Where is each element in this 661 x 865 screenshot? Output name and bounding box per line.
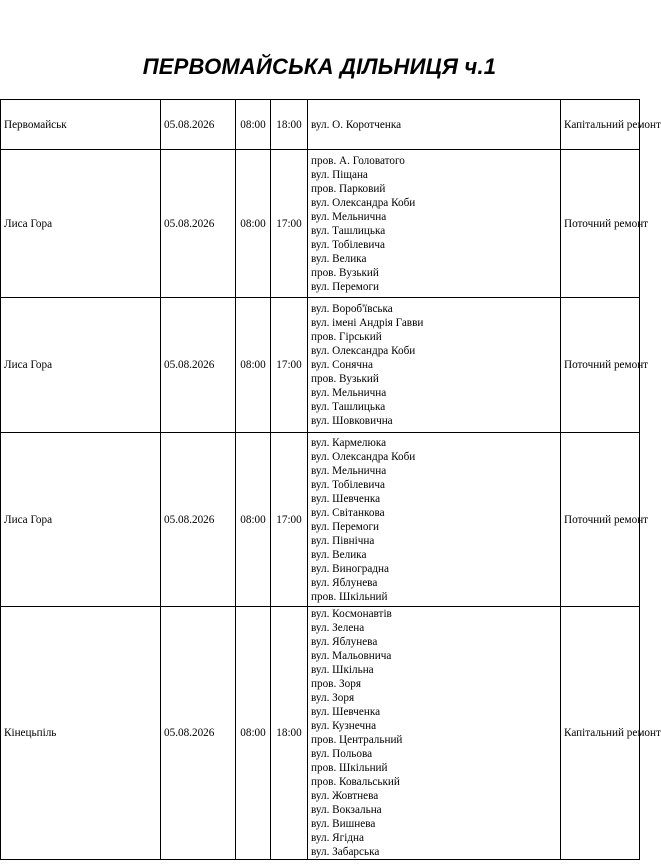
street-name: вул. Мельнична [311,387,387,399]
street-name: вул. Перемоги [311,520,380,533]
table-row [1,100,640,150]
street-name: вул. Олександра Коби [311,450,416,463]
street-name: вул. Олександра Коби [311,345,416,357]
street-name: пров. Вузький [311,266,379,279]
street-name: вул. Вороб'ївська [311,303,393,315]
table-row [1,607,640,860]
street-name: вул. Сонячна [311,359,373,371]
settlement-cell: Лиса Гора [1,298,161,433]
time-start-cell: 08:00 [236,607,271,860]
street-name: вул. Кармелюка [311,436,387,449]
work-type-cell: Поточний ремонт [561,433,640,607]
time-end-cell: 17:00 [271,433,308,607]
street-name: вул. Північна [311,534,375,547]
work-type-cell: Поточний ремонт [561,150,640,298]
settlement-cell: Кінецьпіль [1,607,161,860]
page-title: ПЕРВОМАЙСЬКА ДІЛЬНИЦЯ ч.1 [142,54,497,79]
street-name: вул. Тобілевича [311,478,385,491]
street-name: вул. Польова [311,748,373,760]
street-name: вул. Мальовнича [311,650,392,662]
street-name: вул. Піщана [311,168,368,181]
street-name: пров. Вузький [311,373,379,385]
date-cell: 05.08.2026 [161,100,236,150]
street-name: вул. Мельнична [311,210,387,223]
street-name: вул. Шовковична [311,415,393,427]
street-name: вул. Олександра Коби [311,196,416,209]
street-name: пров. Центральний [311,734,403,746]
street-name: вул. Яблунева [311,636,378,648]
date-cell: 05.08.2026 [161,298,236,433]
date-cell: 05.08.2026 [161,433,236,607]
street-name: пров. Гірський [311,331,382,343]
time-end-cell: 18:00 [271,100,308,150]
streets-cell [308,100,561,150]
street-name: пров. Шкільний [311,590,388,603]
outage-schedule-table [0,99,661,860]
streets-cell [308,607,561,860]
street-name: вул. Ташлицька [311,224,386,237]
date-cell: 05.08.2026 [161,150,236,298]
street-name: вул. Світанкова [311,506,385,519]
street-name: вул. Забарська [311,846,380,858]
street-name: вул. Яблунева [311,576,378,589]
date-cell: 05.08.2026 [161,607,236,860]
street-name: вул. Вокзальна [311,804,382,816]
street-name: вул. Мельнична [311,464,387,477]
street-name: вул. Шевченка [311,706,381,718]
street-name: вул. Зелена [311,622,365,634]
street-name: вул. імені Андрія Гавви [311,317,424,329]
street-name: вул. Вишнева [311,818,376,830]
settlement-cell: Лиса Гора [1,433,161,607]
work-type-cell: Капітальний ремонт [561,100,640,150]
street-name: пров. Зоря [311,678,361,690]
street-name: вул. Ташлицька [311,401,386,413]
street-name: вул. О. Коротченка [311,118,402,131]
street-name: вул. Космонавтів [311,608,392,620]
time-end-cell: 18:00 [271,607,308,860]
settlement-cell: Первомайськ [1,100,161,150]
street-name: вул. Жовтнева [311,790,379,802]
street-name: вул. Шевченка [311,492,381,505]
work-type-cell: Капітальний ремонт [561,607,640,860]
streets-cell [308,433,561,607]
time-end-cell: 17:00 [271,298,308,433]
table-row [1,298,640,433]
work-type-cell: Поточний ремонт [561,298,640,433]
time-start-cell: 08:00 [236,100,271,150]
streets-cell [308,298,561,433]
time-end-cell: 17:00 [271,150,308,298]
street-name: вул. Велика [311,548,367,561]
street-name: вул. Перемоги [311,280,380,293]
street-name: вул. Велика [311,252,367,265]
street-name: пров. А. Головатого [311,154,405,167]
street-name: вул. Кузнечна [311,720,377,732]
table-row [1,150,640,298]
time-start-cell: 08:00 [236,150,271,298]
street-name: пров. Ковальський [311,776,400,788]
street-name: вул. Шкільна [311,664,374,676]
street-name: вул. Ягідна [311,832,364,844]
street-name: вул. Тобілевича [311,238,385,251]
street-name: вул. Виноградна [311,562,390,575]
street-name: вул. Зоря [311,692,355,704]
table-row [1,433,640,607]
street-name: пров. Парковий [311,182,386,195]
streets-cell [308,150,561,298]
time-start-cell: 08:00 [236,433,271,607]
settlement-cell: Лиса Гора [1,150,161,298]
street-name: пров. Шкільний [311,762,388,774]
time-start-cell: 08:00 [236,298,271,433]
table-body [1,100,661,860]
